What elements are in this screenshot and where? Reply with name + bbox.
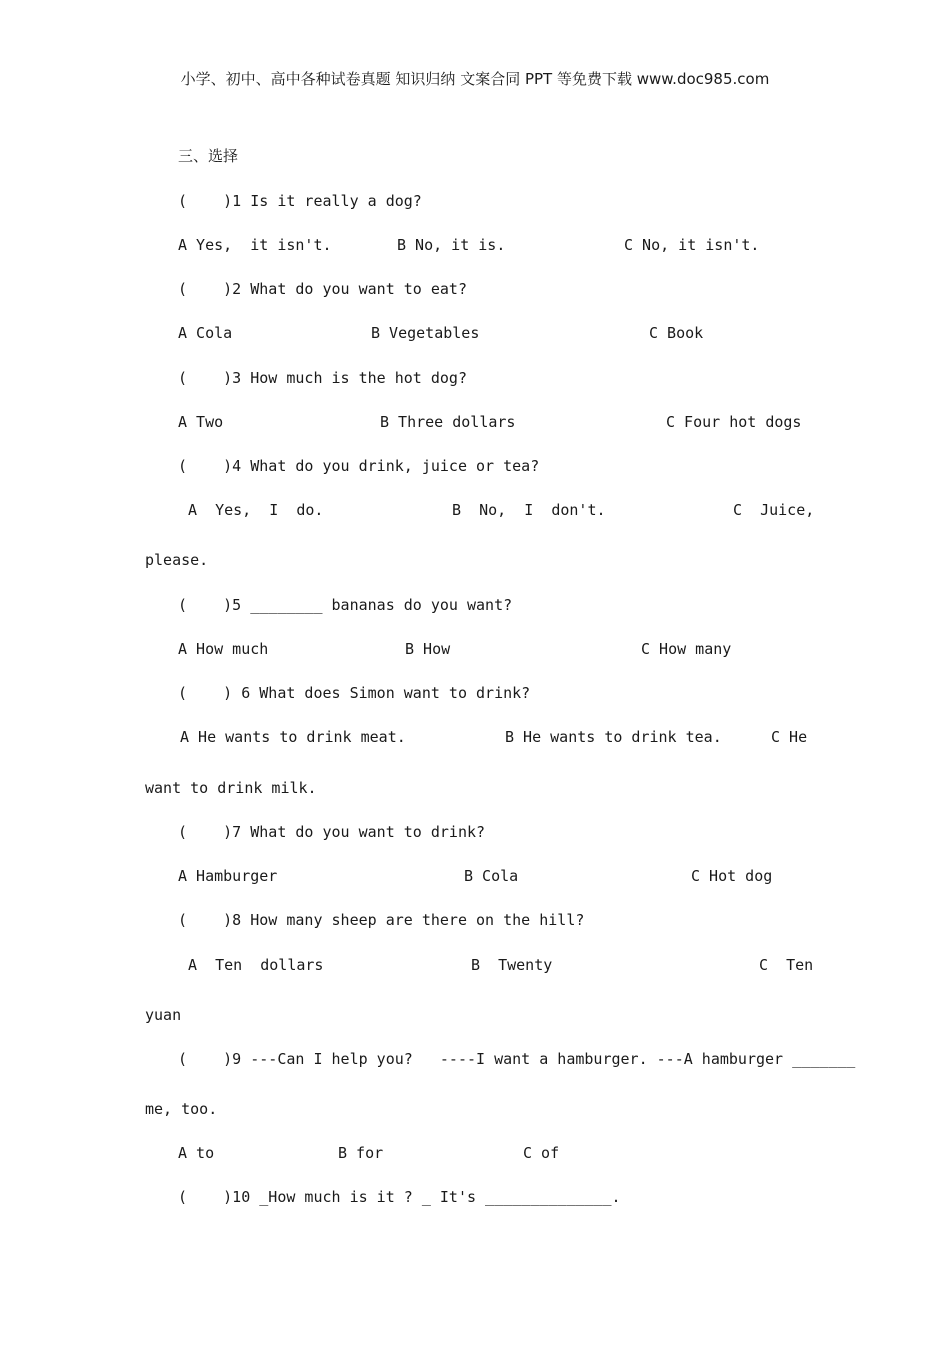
- question-3: ( )3 How much is the hot dog?: [178, 369, 467, 387]
- question-9: ( )9 ---Can I help you? ----I want a hamburger. ---A hamburger _______: [178, 1050, 856, 1068]
- option-3b: B Three dollars: [380, 413, 516, 431]
- page-header: 小学、初中、高中各种试卷真题 知识归纳 文案合同 PPT 等免费下载 www.doc985.com: [180, 70, 770, 88]
- option-1b: B No, it is.: [397, 236, 506, 254]
- option-6a: A He wants to drink meat.: [180, 728, 406, 746]
- option-8c-continued: yuan: [145, 1006, 182, 1024]
- option-6b: B He wants to drink tea.: [505, 728, 722, 746]
- option-4c: C Juice,: [733, 501, 815, 519]
- question-7: ( )7 What do you want to drink?: [178, 823, 486, 841]
- question-6: ( ) 6 What does Simon want to drink?: [178, 684, 531, 702]
- option-2c: C Book: [649, 324, 704, 342]
- option-8b: B Twenty: [471, 956, 553, 974]
- option-7c: C Hot dog: [691, 867, 773, 885]
- option-4b: B No, I don't.: [452, 501, 606, 519]
- option-1a: A Yes, it isn't.: [178, 236, 332, 254]
- question-2: ( )2 What do you want to eat?: [178, 280, 467, 298]
- option-7a: A Hamburger: [178, 867, 278, 885]
- question-8: ( )8 How many sheep are there on the hill?: [178, 911, 585, 929]
- option-8a: A Ten dollars: [188, 956, 324, 974]
- option-3a: A Two: [178, 413, 224, 431]
- option-9a: A to: [178, 1144, 215, 1162]
- option-5b: B How: [405, 640, 451, 658]
- option-4a: A Yes, I do.: [188, 501, 324, 519]
- option-2b: B Vegetables: [371, 324, 480, 342]
- option-1c: C No, it isn't.: [624, 236, 760, 254]
- question-1: ( )1 Is it really a dog?: [178, 192, 422, 210]
- question-5: ( )5 ________ bananas do you want?: [178, 596, 513, 614]
- option-8c: C Ten: [759, 956, 814, 974]
- section-title: 三、选择: [178, 147, 239, 165]
- question-10: ( )10 _How much is it ? _ It's ______________.: [178, 1188, 621, 1206]
- question-9-continued: me, too.: [145, 1100, 218, 1118]
- option-3c: C Four hot dogs: [666, 413, 802, 431]
- option-4c-continued: please.: [145, 551, 209, 569]
- option-9b: B for: [338, 1144, 384, 1162]
- question-4: ( )4 What do you drink, juice or tea?: [178, 457, 540, 475]
- option-5a: A How much: [178, 640, 269, 658]
- option-2a: A Cola: [178, 324, 233, 342]
- option-7b: B Cola: [464, 867, 519, 885]
- option-6c: C He: [771, 728, 808, 746]
- option-5c: C How many: [641, 640, 732, 658]
- option-9c: C of: [523, 1144, 560, 1162]
- option-6c-continued: want to drink milk.: [145, 779, 317, 797]
